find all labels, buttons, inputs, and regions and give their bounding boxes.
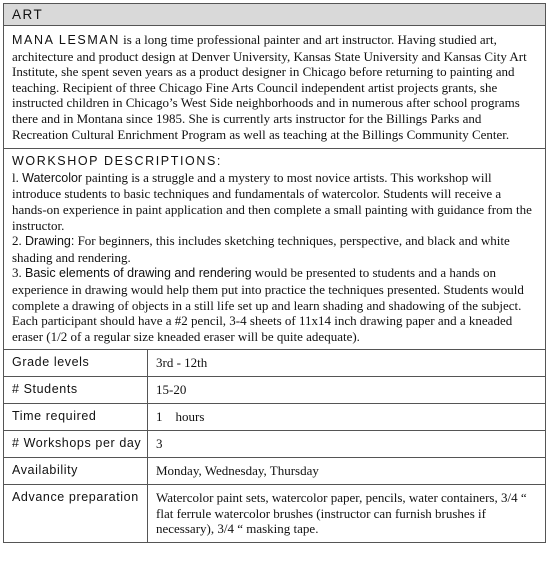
workshops-per-day-value: 3 (148, 431, 546, 458)
bio-text: is a long time professional painter and art instructor. Having studied art, architecture and product design at Denver University, Kansas State University and Kansas City Art Institute, she spent seven years as a product designer in Chicago before returning to painting and teaching. Recipient of three Chicago Fine Arts Council independent artist projects grants, she instructed children in Chicago’s West Side neighborhoods and in numerous after school programs there and in Montana since 1985. She is currently arts instructor for the Billings Parks and Recreation Cultural Enrichment Program as well as teaching at the Billings Community Center. (12, 32, 527, 142)
workshop-text: painting is a struggle and a mystery to most novice artists. This workshop will introduce students to basic techniques and fundamentals of watercolor. Students will receive a hands-on experience in paint application and then complete a small painting with guidance from the instructor. (12, 169, 532, 233)
details-table (4, 350, 545, 542)
workshop-title: Basic elements of drawing and rendering (25, 266, 252, 281)
section-header (4, 4, 545, 26)
table-row (4, 431, 545, 458)
time-required-label: Time required (4, 404, 148, 431)
art-program-sheet (3, 3, 546, 543)
instructor-bio (4, 26, 545, 149)
advance-preparation-label: Advance preparation (4, 485, 148, 542)
students-value: 15-20 (148, 377, 546, 404)
table-row (4, 458, 545, 485)
workshop-item (12, 170, 537, 233)
workshop-title: Drawing: (25, 234, 75, 249)
section-title: ART (12, 7, 44, 22)
workshop-descriptions (4, 149, 545, 350)
instructor-name: MANA LESMAN (12, 33, 120, 47)
grade-levels-label: Grade levels (4, 350, 148, 377)
workshop-item (12, 233, 537, 265)
time-required-text: 1 hours (156, 409, 205, 425)
availability-value: Monday, Wednesday, Thursday (148, 458, 546, 485)
workshop-text: For beginners, this includes sketching techniques, perspective, and black and white shading and rendering. (12, 233, 510, 265)
workshop-number: 3. (12, 265, 25, 281)
table-row (4, 404, 545, 431)
table-row (4, 350, 545, 377)
time-required-value (148, 404, 546, 431)
students-label: # Students (4, 377, 148, 404)
availability-label: Availability (4, 458, 148, 485)
table-row (4, 485, 545, 542)
workshops-per-day-label: # Workshops per day (4, 431, 148, 458)
workshop-title: Watercolor (22, 170, 83, 185)
grade-levels-value: 3rd - 12th (148, 350, 546, 377)
workshop-number: l. (12, 169, 23, 185)
advance-preparation-value: Watercolor paint sets, watercolor paper, pencils, water containers, 3/4 “ flat ferrule watercolor brushes (instructor can furnish brushes if necessary), 3/4 “ masking tape. (156, 490, 527, 537)
workshop-item (12, 265, 537, 344)
workshop-text: would be presented to students and a hands on experience in drawing would help them put into practice the techniques presented. Students would complete a drawing of objects in a still life set up and learn shading and shadowing of the subject. Each participant should have a #2 pencil, 3-4 sheets of 11x14 inch drawing paper and a kneaded eraser (1/2 of a regular size kneaded eraser will be quite adequate). (12, 265, 524, 344)
workshop-number: 2. (12, 233, 25, 249)
table-row (4, 377, 545, 404)
workshops-heading: WORKSHOP DESCRIPTIONS: (12, 154, 222, 169)
